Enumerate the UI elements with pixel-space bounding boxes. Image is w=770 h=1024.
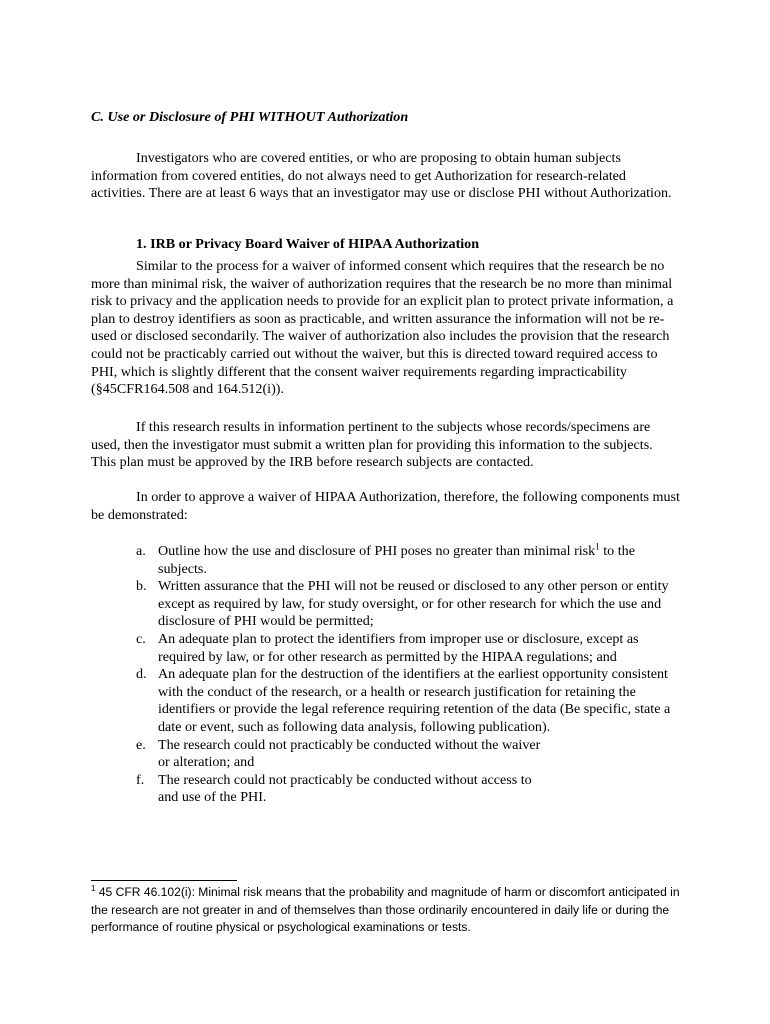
section-heading: C. Use or Disclosure of PHI WITHOUT Authorization <box>91 109 409 125</box>
list-item <box>136 772 681 807</box>
list-marker: c. <box>136 630 146 647</box>
footnote-divider <box>91 880 237 881</box>
subsection-body: Similar to the process for a waiver of informed consent which requires that the research be no more than minimal risk, the waiver of authorization requires that the research be no more than minimal risk to privacy and the application needs to provide for an explicit plan to protect private information, a plan to destroy identifiers as soon as practicable, and written assurance the information will not be re-used or disclosed secondarily. The waiver of authorization also includes the provision that the research could not be practicably carried out without the waiver, but this is directed toward required access to PHI, which is slightly different that the consent waiver requirements regarding impracticability (§45CFR164.508 and 164.512(i)). <box>91 258 674 398</box>
list-item-text-line2: and use of the PHI. <box>158 789 267 806</box>
footnote-text: 45 CFR 46.102(i): Minimal risk means that the probability and magnitude of harm or discomfort anticipated in the research are not greater in and of themselves than those ordinarily encountered in daily life or during the performance of routine physical or psychological examinations or tests. <box>91 885 680 935</box>
footnote-marker: 1 <box>91 883 96 893</box>
list-item-text: Outline how the use and disclosure of PHI poses no greater than minimal risk <box>158 543 596 559</box>
criteria-list <box>136 543 681 807</box>
list-item-text: Written assurance that the PHI will not be reused or disclosed to any other person or entity except as required by law, for study oversight, or for other research for which the use and disclosure of PHI would be permitted; <box>158 578 669 630</box>
list-item <box>136 543 681 578</box>
components-paragraph: In order to approve a waiver of HIPAA Authorization, therefore, the following components must be demonstrated: <box>91 489 680 523</box>
list-item-text-line2: or alteration; and <box>158 754 255 771</box>
list-marker: b. <box>136 578 147 595</box>
list-item-text: An adequate plan for the destruction of the identifiers at the earliest opportunity consistent with the conduct of the research, or a health or research justification for retaining the identifiers or provide the legal reference requiring retention of the data (Be specific, state a date or event, such as following data analysis, following publication). <box>158 666 671 735</box>
list-marker: f. <box>136 771 145 788</box>
list-item <box>136 737 681 772</box>
list-item <box>136 631 681 666</box>
list-item <box>136 666 681 736</box>
results-paragraph: If this research results in information pertinent to the subjects whose records/specimens are used, then the investigator must submit a written plan for providing this information to the subjects. This plan must be approved by the IRB before research subjects are contacted. <box>91 419 653 471</box>
list-marker: a. <box>136 543 146 559</box>
list-marker: e. <box>136 736 146 753</box>
list-item-text-line1: The research could not practicably be conducted without access to <box>158 771 532 788</box>
list-item-text: An adequate plan to protect the identifiers from improper use or disclosure, except as required by law, or for other research as permitted by the HIPAA regulations; and <box>158 630 639 665</box>
footnote <box>91 884 691 937</box>
subsection-title: 1. IRB or Privacy Board Waiver of HIPAA Authorization <box>136 236 480 252</box>
intro-paragraph: Investigators who are covered entities, or who are proposing to obtain human subjects information from covered entities, do not always need to get Authorization for research-related activities. There are at least 6 ways that an investigator may use or disclose PHI without Authorization. <box>91 150 672 202</box>
list-marker: d. <box>136 666 147 683</box>
list-item-text-continued: to the subjects. <box>158 543 635 577</box>
list-item <box>136 578 681 631</box>
list-item-text-line1: The research could not practicably be conducted without the waiver <box>158 736 541 753</box>
footnote-reference[interactable]: 1 <box>595 541 600 552</box>
